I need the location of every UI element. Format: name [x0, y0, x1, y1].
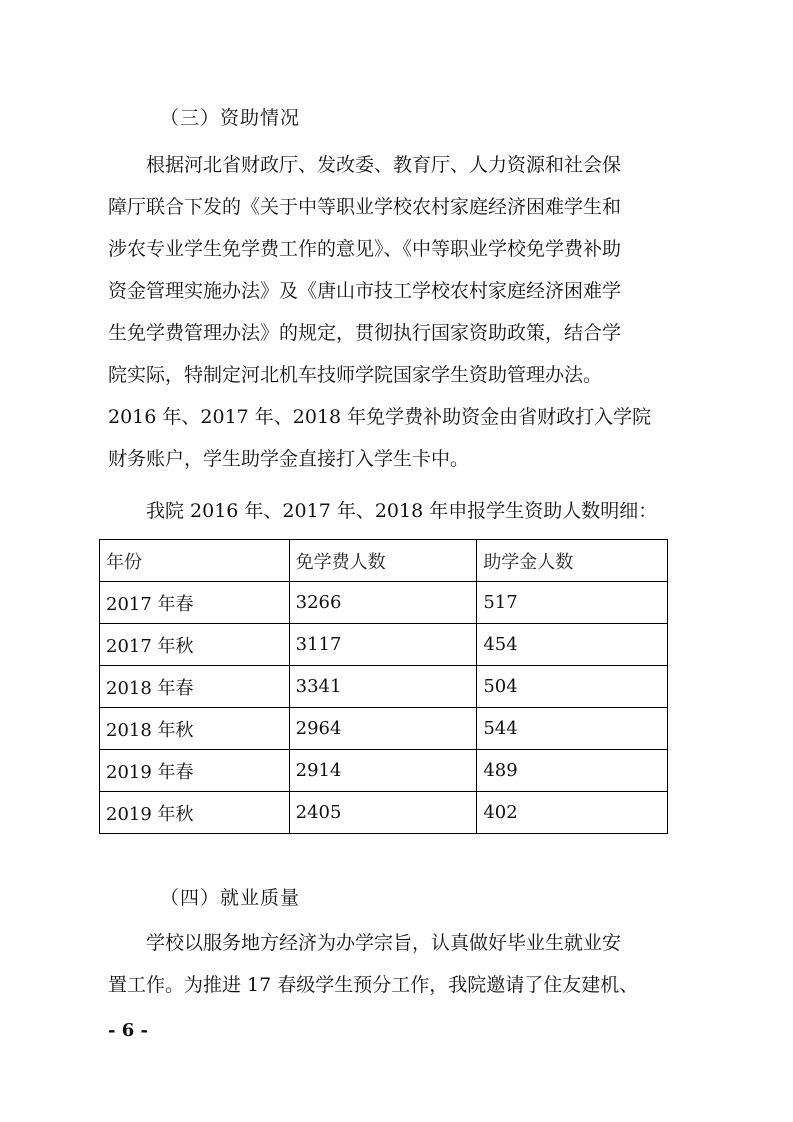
cell-grant: 544	[477, 708, 668, 750]
header-cell-grant: 助学金人数	[477, 540, 668, 582]
cell-year: 2018 年春	[100, 666, 290, 708]
cell-tuition-free: 3341	[289, 666, 477, 708]
paragraph-line: 障厅联合下发的《关于中等职业学校农村家庭经济困难学生和	[108, 196, 622, 218]
cell-year: 2019 年春	[100, 750, 290, 792]
cell-tuition-free: 3117	[289, 624, 477, 666]
employment-paragraph	[108, 922, 688, 1006]
table-row	[100, 624, 668, 666]
paragraph-line: 涉农专业学生免学费工作的意见》、《中等职业学校免学费补助	[108, 238, 622, 260]
paragraph-line: 生免学费管理办法》的规定，贯彻执行国家资助政策，结合学	[108, 322, 622, 344]
paragraph-line: 院实际，特制定河北机车技师学院国家学生资助管理办法。	[108, 364, 603, 386]
funding-paragraph	[108, 144, 688, 480]
page-number: - 6 -	[108, 1020, 148, 1041]
header-cell-year: 年份	[100, 540, 290, 582]
table-row	[100, 750, 668, 792]
header-cell-tuition-free: 免学费人数	[289, 540, 477, 582]
table-intro	[108, 490, 688, 532]
section-heading-funding: （三）资助情况	[160, 107, 301, 129]
cell-year: 2018 年秋	[100, 708, 290, 750]
table-row	[100, 666, 668, 708]
table-row	[100, 582, 668, 624]
cell-tuition-free: 2914	[289, 750, 477, 792]
cell-tuition-free: 3266	[289, 582, 477, 624]
cell-year: 2017 年秋	[100, 624, 290, 666]
cell-grant: 489	[477, 750, 668, 792]
paragraph-line: 学校以服务地方经济为办学宗旨，认真做好毕业生就业安	[108, 932, 622, 954]
paragraph-line: 2016 年、2017 年、2018 年免学费补助资金由省财政打入学院	[108, 406, 652, 428]
paragraph-line: 置工作。为推进 17 春级学生预分工作，我院邀请了住友建机、	[108, 974, 639, 996]
section-heading-employment: （四）就业质量	[160, 887, 301, 909]
cell-tuition-free: 2405	[289, 792, 477, 834]
table-header-row	[100, 540, 668, 582]
cell-grant: 504	[477, 666, 668, 708]
table-intro-line: 我院 2016 年、2017 年、2018 年申报学生资助人数明细：	[108, 500, 658, 522]
paragraph-line: 根据河北省财政厅、发改委、教育厅、人力资源和社会保	[108, 154, 622, 176]
cell-tuition-free: 2964	[289, 708, 477, 750]
cell-grant: 402	[477, 792, 668, 834]
paragraph-line: 资金管理实施办法》及《唐山市技工学校农村家庭经济困难学	[108, 280, 622, 302]
cell-grant: 454	[477, 624, 668, 666]
table-row	[100, 708, 668, 750]
paragraph-line: 财务账户，学生助学金直接打入学生卡中。	[108, 448, 470, 470]
cell-year: 2017 年春	[100, 582, 290, 624]
cell-grant: 517	[477, 582, 668, 624]
cell-year: 2019 年秋	[100, 792, 290, 834]
table-row	[100, 792, 668, 834]
funding-table	[99, 539, 668, 834]
